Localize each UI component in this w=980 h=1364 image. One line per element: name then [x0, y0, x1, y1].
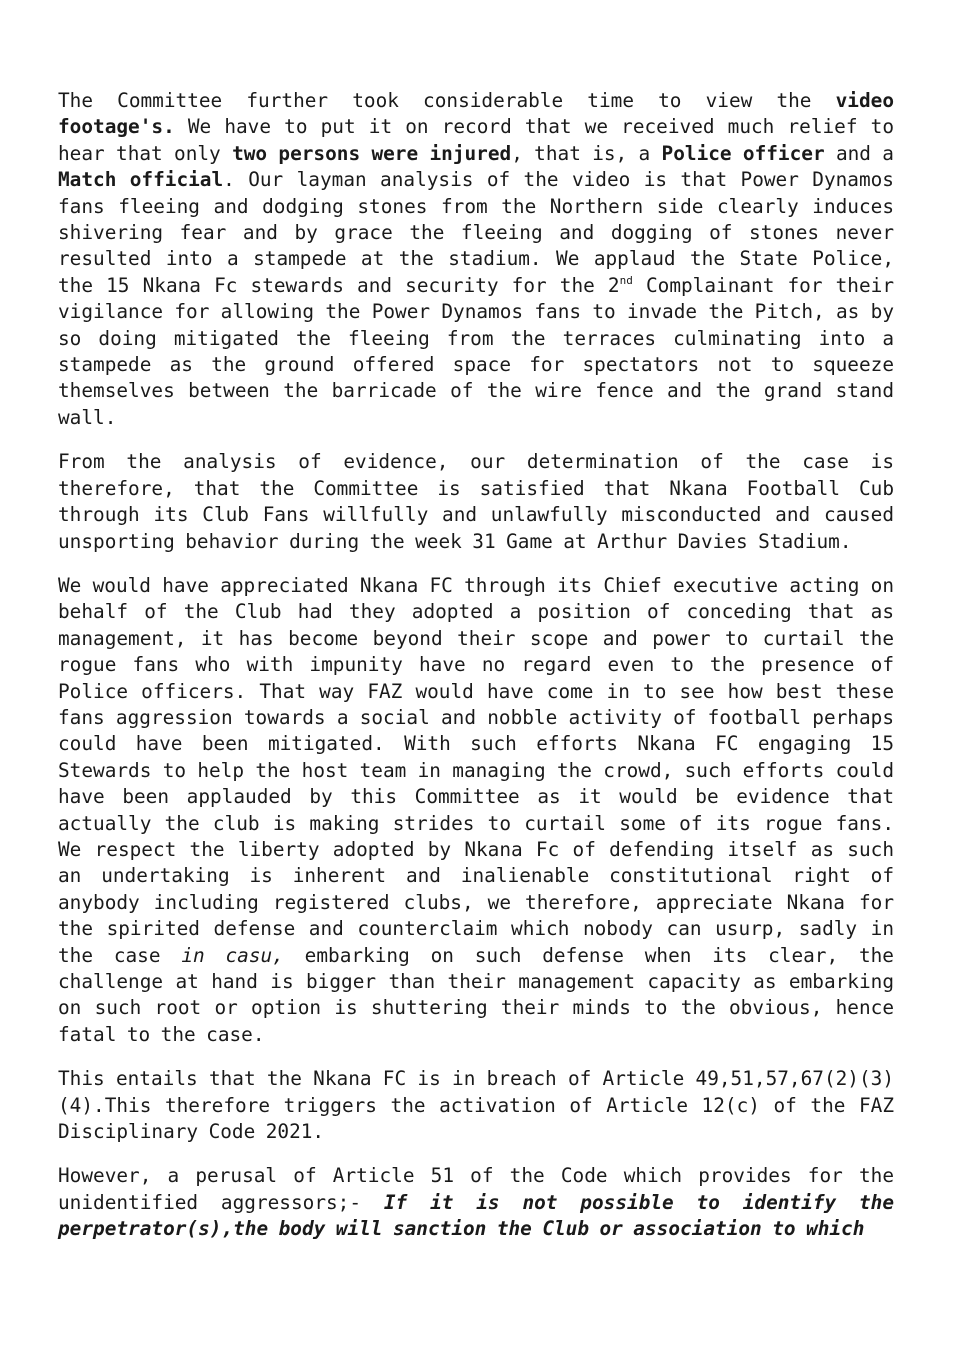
- ordinal-superscript: nd: [619, 273, 633, 287]
- bold-text: Police officer: [661, 141, 825, 165]
- text-segment: . Our layman analysis of the video is that Power Dynamos fans fleeing and dodging stones from the Northern side clearly induces shivering fear and by grace the fleeing and dogging of stones never resulted into a stampede at the stadium. We applaud the State Police, the 15 Nkana Fc stewards and security for the 2: [58, 168, 894, 297]
- bold-text: video footage's.: [58, 89, 894, 139]
- bold-text: two persons were injured: [232, 141, 512, 165]
- text-segment: This entails that the Nkana FC is in breach of Article 49,51,57,67(2)(3)(4).This therefore triggers the activation of Article 12(c) of the FAZ Disciplinary Code 2021.: [58, 1067, 894, 1144]
- text-segment: , that is, a: [511, 141, 662, 165]
- text-segment: and a: [824, 141, 894, 165]
- text-segment: We would have appreciated Nkana FC through its Chief executive acting on behalf of the Club had they adopted a position of conceding that as management, it has become beyond their scope and power to curtail the rogue fans who with impunity have no regard even to the presence of Police officers. That way FAZ would have come in to see how best these fans aggression towards a social and nobble activity of football perhaps could have been mitigated. With such efforts Nkana FC engaging 15 Stewards to help the host team in managing the crowd, such efforts could have been applauded by this Committee as it would be evidence that actually the club is making strides to curtail some of its rogue fans. We respect the liberty adopted by Nkana Fc of defending itself as such an undertaking is inherent and inalienable constitutional right of anybody including registered clubs, we therefore, appreciate Nkana for the spirited defense and counterclaim which nobody can usurp, sadly in the case: [58, 573, 894, 967]
- bold-text: Match official: [58, 168, 224, 192]
- bold-italic-text: If it is not possible to identify the perpetrator(s),the body will sanction the Club or association to which: [58, 1190, 894, 1241]
- paragraph-video-footage: [58, 88, 894, 431]
- text-segment: embarking on such defense when its clear, the challenge at hand is bigger than their management capacity as embarking on such root or option is shuttering their minds to the obvious, hence fatal to the case.: [58, 943, 894, 1046]
- paragraph-appreciation: [58, 573, 894, 1048]
- text-segment: Complainant for their vigilance for allowing the Power Dynamos fans to invade the Pitch, as by so doing mitigated the fleeing from the terraces culminating into a stampede as the ground offered space for spectators not to squeeze themselves between the barricade of the wire fence and the grand stand wall.: [58, 273, 894, 429]
- text-segment: The Committee further took considerable time to view the: [58, 89, 836, 112]
- text-segment: From the analysis of evidence, our determination of the case is therefore, that the Committee is satisfied that Nkana Football Cub through its Club Fans willfully and unlawfully misconducted and caused unsporting behavior during the week 31 Game at Arthur Davies Stadium.: [58, 450, 894, 553]
- paragraph-determination: [58, 449, 894, 555]
- text-segment: However, a perusal of Article 51 of the Code which provides for the unidentified aggressors;-: [58, 1164, 894, 1214]
- text-segment: We have to put it on record that we received much relief to hear that only: [58, 115, 894, 165]
- paragraph-article-51: [58, 1163, 894, 1242]
- italic-text: in casu,: [181, 943, 284, 967]
- paragraph-breach: [58, 1066, 894, 1145]
- document-page: [58, 88, 894, 1261]
